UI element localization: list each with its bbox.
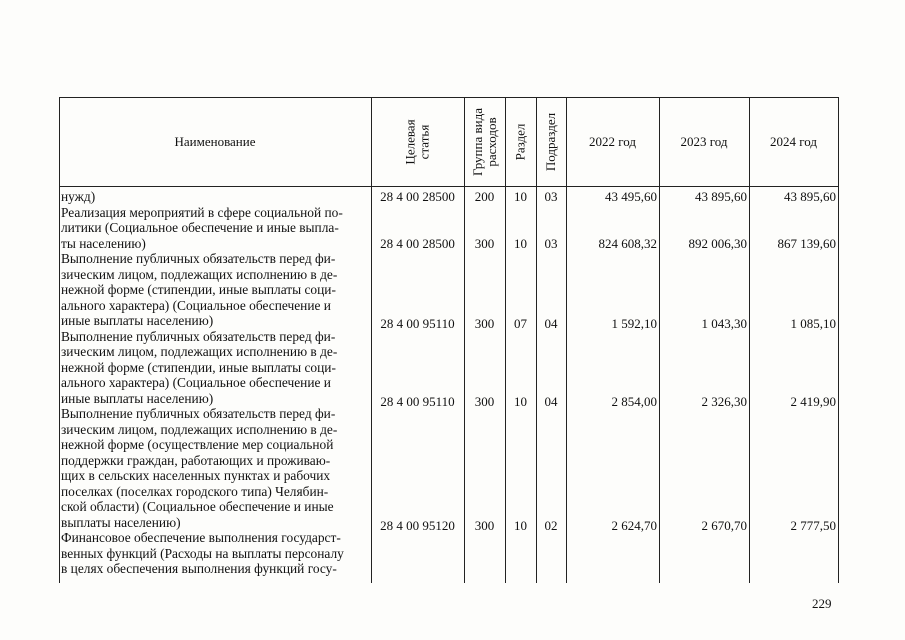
name-line: зическим лицом, подлежащих исполнению в де- xyxy=(61,344,338,359)
table-cell-section: 10 xyxy=(514,189,527,204)
table-cell-subsection: 02 xyxy=(544,517,558,533)
header-name-text: Наименование xyxy=(174,133,256,149)
name-line: нежной форме (стипендии, иные выплаты соци- xyxy=(61,282,336,297)
name-line: ального характера) (Социальное обеспечение и xyxy=(61,297,331,313)
table-cell-section: 07 xyxy=(514,316,527,331)
header-subsection xyxy=(536,97,566,186)
name-line: Выполнение публичных обязательств перед фи- xyxy=(61,251,336,266)
col-border xyxy=(838,97,839,583)
table-cell-section: 10 xyxy=(514,393,527,409)
table-cell-subsection: 04 xyxy=(544,393,558,409)
table-cell-y2023: 1 043,30 xyxy=(701,316,747,331)
name-line: иные выплаты населению) xyxy=(61,390,214,406)
table-cell-target: 28 4 00 28500 xyxy=(380,189,455,204)
table-cell-group: 300 xyxy=(474,235,495,251)
header-subsection-text: Подраздел xyxy=(543,112,559,171)
table-cell-target: 28 4 00 95110 xyxy=(380,316,455,331)
table-cell-subsection: 03 xyxy=(544,235,558,251)
header-section xyxy=(505,97,536,186)
table-cell-target: 28 4 00 95120 xyxy=(380,517,455,533)
table-cell-section: 10 xyxy=(514,235,527,251)
name-line: в целях обеспечения выполнения функций госу- xyxy=(61,561,337,576)
name-line: литики (Социальное обеспечение и иные выпла- xyxy=(61,220,339,235)
table-cell-y2022: 2 854,00 xyxy=(611,393,657,409)
header-target-text xyxy=(403,119,431,164)
header-group xyxy=(464,97,505,186)
name-line: Реализация мероприятий в сфере социальной по- xyxy=(61,204,343,220)
table-cell-y2023: 892 006,30 xyxy=(688,235,747,251)
name-line: выплаты населению) xyxy=(61,514,181,530)
table-cell-subsection: 04 xyxy=(544,316,558,331)
table-cell-subsection: 03 xyxy=(544,189,558,204)
table-cell-target: 28 4 00 28500 xyxy=(380,235,455,251)
table-cell-y2022: 1 592,10 xyxy=(611,316,657,331)
table-cell-y2024: 43 895,60 xyxy=(784,189,836,204)
name-line: Выполнение публичных обязательств перед фи- xyxy=(61,328,336,344)
name-line: Финансовое обеспечение выполнения государст- xyxy=(61,530,341,545)
table-cell-y2024: 2 419,90 xyxy=(790,393,836,409)
name-line: иные выплаты населению) xyxy=(61,313,214,328)
table-cell-y2022: 2 624,70 xyxy=(611,517,657,533)
table-cell-y2023: 43 895,60 xyxy=(695,189,747,204)
header-target-line: статья xyxy=(416,124,432,159)
table-cell-y2022: 824 608,32 xyxy=(598,235,657,251)
name-line: венных функций (Расходы на выплаты персоналу xyxy=(61,545,344,561)
table-cell-y2022: 43 495,60 xyxy=(605,189,657,204)
header-2022 xyxy=(566,97,659,186)
header-group-text xyxy=(471,108,499,176)
name-line: щих в сельских населенных пунктах и рабочих xyxy=(61,468,331,483)
table-cell-y2024: 2 777,50 xyxy=(790,517,836,533)
header-section-text: Раздел xyxy=(512,123,528,160)
name-line: нужд) xyxy=(61,189,96,204)
table-cell-group: 300 xyxy=(474,393,495,409)
name-line: поселках (поселках городского типа) Челябин- xyxy=(61,483,329,499)
header-name xyxy=(59,97,371,186)
table-cell-group: 200 xyxy=(474,189,495,204)
table-cell-section: 10 xyxy=(514,517,527,533)
name-line: зическим лицом, подлежащих исполнению в де- xyxy=(61,266,338,282)
header-2023 xyxy=(659,97,749,186)
header-bottom-border xyxy=(59,186,839,187)
header-group-line: расходов xyxy=(483,116,499,167)
table-cell-y2023: 2 326,30 xyxy=(701,393,747,409)
header-2023-text: 2023 год xyxy=(680,133,728,149)
table-cell-group: 300 xyxy=(474,316,495,331)
table-cell-y2023: 2 670,70 xyxy=(701,517,747,533)
header-2022-text: 2022 год xyxy=(589,133,636,149)
table-cell-target: 28 4 00 95110 xyxy=(380,393,455,409)
header-target-line: Целевая xyxy=(402,118,418,165)
name-line: ального характера) (Социальное обеспечение и xyxy=(61,375,331,390)
budget-table xyxy=(59,97,839,583)
name-line: ты населению) xyxy=(61,235,146,251)
header-2024 xyxy=(749,97,838,186)
page-number: 229 xyxy=(812,596,832,611)
header-target xyxy=(371,97,464,186)
table-cell-group: 300 xyxy=(474,517,495,533)
name-column xyxy=(61,189,366,577)
name-line: ской области) (Социальное обеспечение и иные xyxy=(61,499,334,514)
name-line: зическим лицом, подлежащих исполнению в де- xyxy=(61,421,338,437)
name-line: Выполнение публичных обязательств перед фи- xyxy=(61,406,336,421)
name-line: нежной форме (стипендии, иные выплаты соци- xyxy=(61,359,336,375)
header-group-line: Группа вида xyxy=(469,107,485,176)
table-cell-y2024: 867 139,60 xyxy=(777,235,836,251)
name-line: поддержки граждан, работающих и проживаю- xyxy=(61,452,331,468)
table-cell-y2024: 1 085,10 xyxy=(790,316,836,331)
header-2024-text: 2024 год xyxy=(770,133,817,149)
name-line: нежной форме (осуществление мер социальной xyxy=(61,437,334,452)
